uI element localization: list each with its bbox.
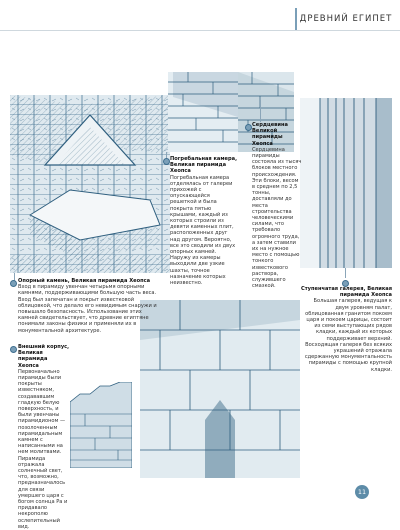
caption-text: Сердцевина пирамиды состояла из тысяч блоков местного происхождения. Эти блоки, весом в среднем по 2,5 тонны, доставляли до места строительства человеческими силами, что требовало огромного труда, а затем ставили их на нужное место с помощью тонкого известкового раствора, служившего смазкой. bbox=[252, 146, 302, 290]
page-number: 11 bbox=[355, 485, 369, 499]
cornerstone-illustration bbox=[10, 95, 170, 273]
gallery-illustration bbox=[300, 98, 392, 268]
caption-title: Погребальная камера, Великая пирамида Хеопса bbox=[170, 156, 238, 175]
caption-text: Первоначально пирамиды были покрыты известняком, создававшим гладкую белую поверхность, и были увенчаны пирамидионом — позолоченным пирамидальным камнем с написанными на нем молитвами. Пирамида отражала солнечный свет, что, возможно, предназначалось для связи умершего царя с богом солнца Ра и придавало некрополю ослепительный вид. bbox=[18, 368, 68, 530]
gallery-drawing bbox=[300, 98, 392, 268]
caption-text: Большая галерея, ведущая к двум уровням палат, облицованная гранитом покоем царя и покоем царицы, состоит из семи выступающих рядов кладки, каждый из которых поддерживает верхний. Восходящая галерея без всяких украшений отражала сдержанную монументальность пирамиды с помощью крупной кладки. bbox=[304, 298, 392, 373]
caption-title: Ступенчатая галерея, Великая пирамида Хеопса bbox=[300, 286, 392, 299]
core-caption bbox=[252, 122, 302, 289]
caption-marker bbox=[245, 124, 252, 131]
cornerstone-caption bbox=[18, 278, 158, 334]
burial-chamber-caption bbox=[170, 156, 238, 286]
burial-chamber-drawing bbox=[168, 72, 238, 152]
section-header bbox=[295, 8, 395, 30]
burial-chamber-illustration bbox=[168, 72, 238, 152]
caption-marker bbox=[163, 158, 170, 165]
gallery-caption bbox=[300, 286, 392, 373]
connector-line bbox=[260, 100, 261, 122]
casing-illustration bbox=[70, 382, 132, 468]
caption-title: Внешний корпус, Великая пирамида Хеопса bbox=[18, 344, 70, 369]
section-title: ДРЕВНИЙ ЕГИПЕТ bbox=[299, 14, 393, 24]
caption-text: Погребальная камера отделялась от галереи прихожей с опускающейся решеткой и была покрыта пятью крышами, каждый из которых строили из девяти каменных плит, расположенных друг над другом. Вероятно, все это сводили из двух опорных камней. Наружу из камеры выходили две узкие шахты, точное назначение которых неизвестно. bbox=[170, 174, 236, 287]
casing-caption bbox=[18, 344, 70, 530]
caption-title: Опорный камень, Великая пирамида Хеопса bbox=[18, 278, 151, 284]
caption-text: Вход в пирамиду увенчан четырьмя опорными камнями, поддерживающими большую часть веса. Вход был запечатан и покрыт известковой облицовкой, что делало его невидимым снаружи и повышало безопасность. Использование этих камней свидетельствует, что древние египтяне понимали законы физики и применяли их в монументальной архитектуре. bbox=[18, 284, 157, 334]
header-rule bbox=[0, 30, 400, 31]
caption-marker bbox=[10, 280, 17, 287]
cornerstone-drawing bbox=[10, 95, 170, 273]
caption-marker bbox=[10, 346, 17, 353]
masonry-drawing bbox=[140, 300, 300, 478]
masonry-illustration bbox=[140, 300, 300, 478]
casing-drawing bbox=[70, 382, 132, 468]
connector-line bbox=[345, 268, 346, 278]
caption-title: Сердцевина Великой пирамиды Хеопса bbox=[252, 122, 288, 147]
